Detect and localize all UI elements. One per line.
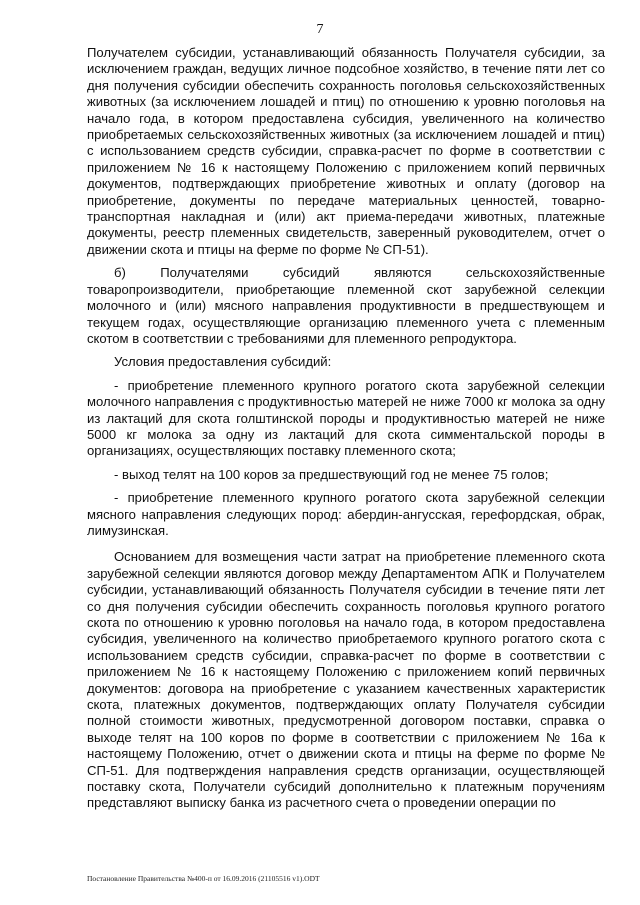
document-footer: Постановление Правительства №400-п от 16.09.2016 (21105516 v1).ODT	[87, 874, 320, 883]
document-body	[87, 45, 605, 812]
paragraph-condition-calves: - выход телят на 100 коров за предшествующий год не менее 75 голов;	[114, 466, 549, 482]
paragraph-contract-obligations: Получателем субсидии, устанавливающий обязанность Получателя субсидии, за исключением граждан, ведущих личное подсобное хозяйство, в течение пяти лет со дня получения субсидии обеспечить сохранность поголовья сельскохозяйственных животных (за исключением лошадей и птиц) по отношению к уровню поголовья на начало года, в котором предоставлена субсидия, увеличенного на количество приобретаемых сельскохозяйственных животных (за исключением лошадей и птиц) с использованием средств субсидии, справка-расчет по форме в соответствии с приложением № 16 к настоящему Положению с приложением копий первичных документов, подтверждающих приобретение животных и оплату (договор на приобретение, документы по передаче материальных ценностей, товарно-транспортная накладная и (или) акт приема-передачи животных, платежные документы, реестр племенных свидетельств, заверенный руководителем, отчет о движении скота и птицы на ферме по форме № СП-51).	[87, 45, 605, 257]
page-number: 7	[316, 22, 324, 37]
paragraph-b-recipients: б) Получателями субсидий являются сельскохозяйственные товаропроизводители, приобретающие племенной скот зарубежной селекции молочного и (или) мясного направления продуктивности в предшествующем и текущем годах, осуществляющие организацию племенного учета с племенным скотом в соответствии с требованиями для племенного репродуктора.	[87, 265, 605, 346]
paragraph-condition-beef: - приобретение племенного крупного рогатого скота зарубежной селекции мясного направления следующих пород: абердин-ангусская, герефордская, обрак, лимузинская.	[87, 490, 605, 538]
paragraph-conditions-heading: Условия предоставления субсидий:	[114, 354, 332, 370]
paragraph-basis-reimbursement: Основанием для возмещения части затрат на приобретение племенного скота зарубежной селекции являются договор между Департаментом АПК и Получателем субсидии, устанавливающий обязанность Получателя субсидии в течение пяти лет со дня получения субсидии обеспечить сохранность поголовья крупного рогатого скота по отношению к уровню поголовья на начало года, в котором предоставлена субсидия, увеличенного на количество приобретаемого крупного рогатого скота с использованием средств субсидии, справка-расчет по форме в соответствии с приложением № 16 к настоящему Положению с приложением копий первичных документов: договора на приобретение с указанием качественных характеристик скота, платежных документов, подтверждающих оплату Получателя субсидии полной стоимости животных, предусмотренной договором поставки, справка о выходе телят на 100 коров по форме в соответствии с приложением № 16а к настоящему Положению, отчет о движении скота и птицы на ферме по форме № СП-51. Для подтверждения направления средств организации, осуществляющей поставку скота, Получатели субсидий дополнительно к платежным поручениям представляют выписку банка из расчетного счета о проведении операции по	[87, 549, 605, 811]
paragraph-condition-dairy: - приобретение племенного крупного рогатого скота зарубежной селекции молочного направления с продуктивностью матерей не ниже 7000 кг молока за одну из лактаций для скота голштинской породы и продуктивностью матерей не ниже 5000 кг молока за одну из лактаций для скота симментальской породы в организациях, осуществляющих поставку племенного скота;	[87, 377, 605, 459]
